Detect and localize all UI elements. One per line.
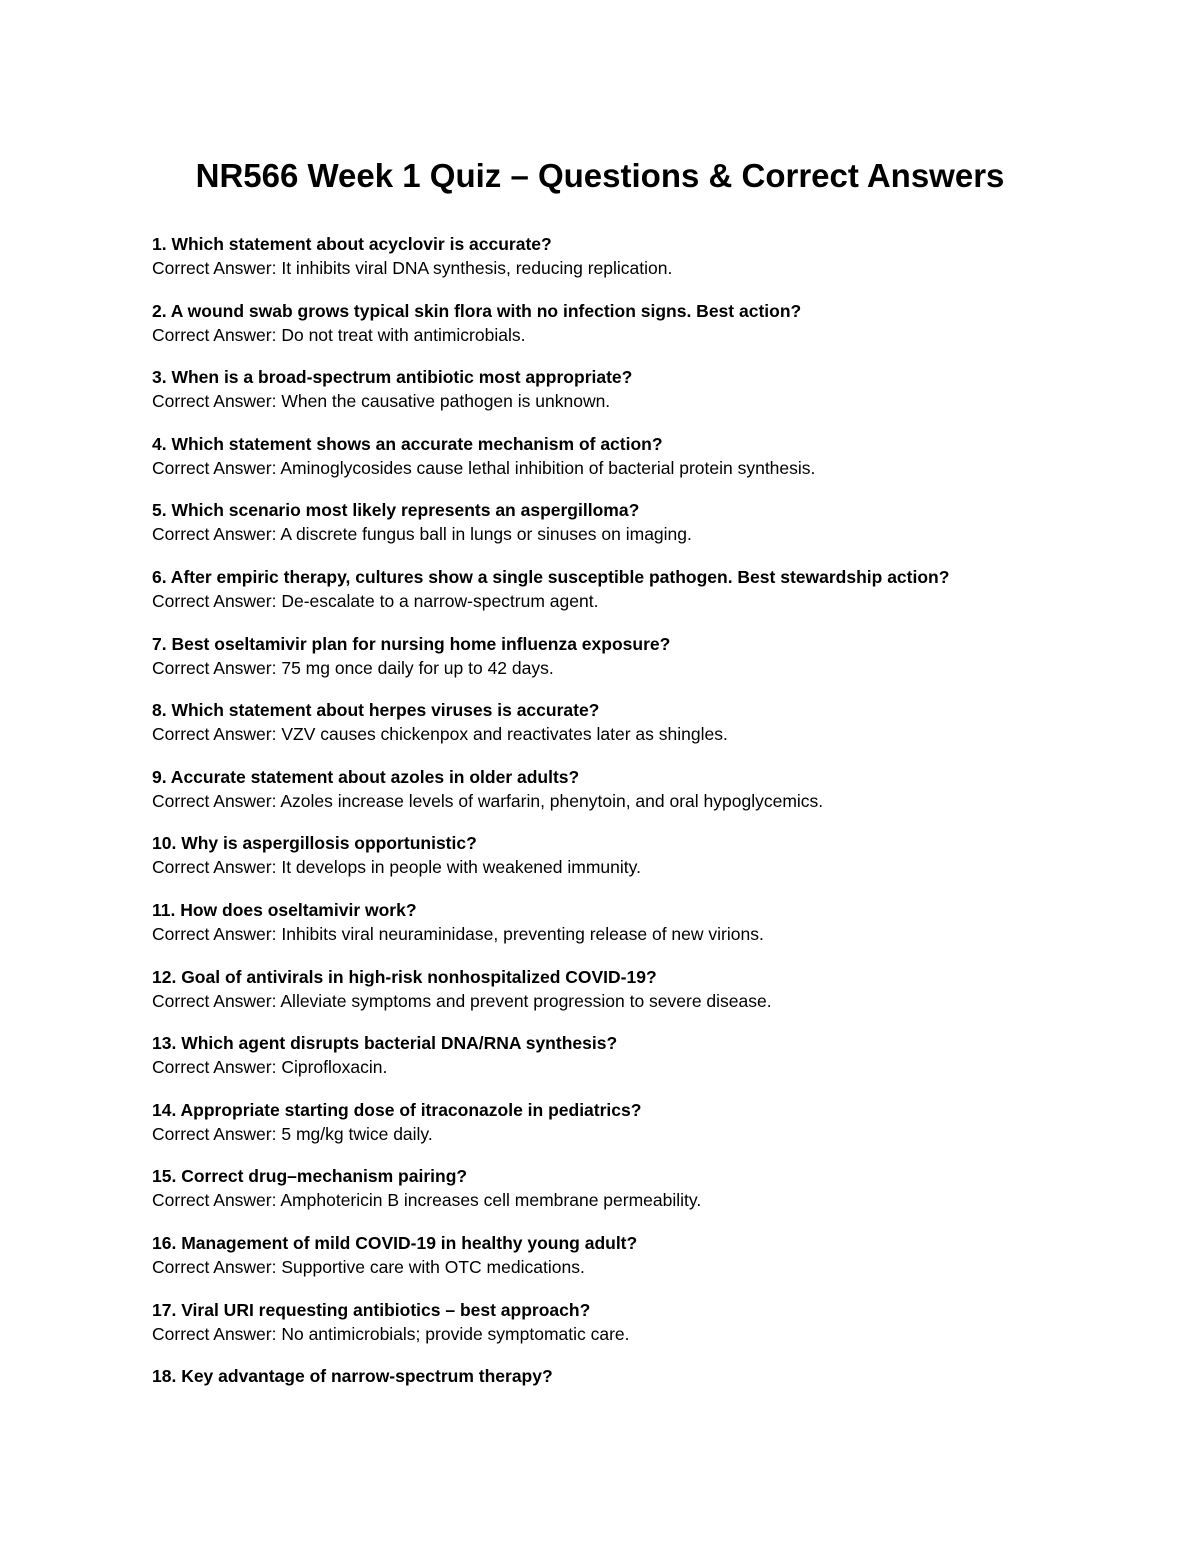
question-text: 12. Goal of antivirals in high-risk nonhospitalized COVID-19?	[152, 966, 657, 987]
question-text: 7. Best oseltamivir plan for nursing home influenza exposure?	[152, 633, 671, 654]
question-text: 18. Key advantage of narrow-spectrum therapy?	[152, 1366, 553, 1387]
answer-text: Correct Answer: A discrete fungus ball in lungs or sinuses on imaging.	[152, 524, 692, 545]
answer-text: Correct Answer: Do not treat with antimicrobials.	[152, 324, 526, 345]
answer-text: Correct Answer: No antimicrobials; provide symptomatic care.	[152, 1323, 630, 1344]
question-text: 15. Correct drug–mechanism pairing?	[152, 1166, 468, 1187]
list-item	[152, 1098, 1152, 1165]
question-text: 14. Appropriate starting dose of itraconazole in pediatrics?	[152, 1099, 642, 1120]
answer-text: Correct Answer: 75 mg once daily for up to 42 days.	[152, 657, 554, 678]
answer-text: Correct Answer: It develops in people with weakened immunity.	[152, 857, 641, 878]
question-text: 1. Which statement about acyclovir is accurate?	[152, 234, 552, 254]
answer-text: Correct Answer: De-escalate to a narrow-spectrum agent.	[152, 590, 599, 611]
list-item	[152, 432, 1152, 499]
question-text: 8. Which statement about herpes viruses is accurate?	[152, 700, 600, 721]
question-text: 13. Which agent disrupts bacterial DNA/RNA synthesis?	[152, 1033, 618, 1054]
answer-text: Correct Answer: Azoles increase levels of warfarin, phenytoin, and oral hypoglycemics.	[152, 790, 824, 811]
list-item	[152, 1364, 1152, 1431]
question-list	[152, 232, 1152, 1431]
list-item	[152, 831, 1152, 898]
document-title: NR566 Week 1 Quiz – Questions & Correct Answers	[195, 157, 1005, 194]
question-text: 6. After empiric therapy, cultures show a single susceptible pathogen. Best stewardship action?	[152, 566, 950, 587]
question-text: 10. Why is aspergillosis opportunistic?	[152, 833, 477, 854]
question-text: 17. Viral URI requesting antibiotics – best approach?	[152, 1299, 591, 1320]
answer-text: Correct Answer: 5 mg/kg twice daily.	[152, 1123, 433, 1144]
list-item	[152, 232, 1152, 299]
list-item	[152, 765, 1152, 832]
question-text: 4. Which statement shows an accurate mechanism of action?	[152, 433, 663, 454]
list-item	[152, 1231, 1152, 1298]
answer-text: Correct Answer: Aminoglycosides cause lethal inhibition of bacterial protein synthesis.	[152, 457, 816, 478]
answer-text: Correct Answer: It inhibits viral DNA synthesis, reducing replication.	[152, 258, 673, 278]
list-item	[152, 365, 1152, 432]
answer-text: Correct Answer: Alleviate symptoms and prevent progression to severe disease.	[152, 990, 772, 1011]
answer-text: Correct Answer: Ciprofloxacin.	[152, 1057, 388, 1078]
list-item	[152, 565, 1152, 632]
list-item	[152, 632, 1152, 699]
answer-text: Correct Answer: Supportive care with OTC medications.	[152, 1256, 585, 1277]
answer-text: Correct Answer: Amphotericin B increases cell membrane permeability.	[152, 1190, 702, 1211]
question-text: 2. A wound swab grows typical skin flora with no infection signs. Best action?	[152, 300, 802, 321]
list-item	[152, 1031, 1152, 1098]
list-item	[152, 898, 1152, 965]
question-text: 11. How does oseltamivir work?	[152, 899, 417, 920]
list-item	[152, 299, 1152, 366]
question-text: 9. Accurate statement about azoles in older adults?	[152, 766, 580, 787]
answer-text: Correct Answer: Inhibits viral neuraminidase, preventing release of new virions.	[152, 923, 764, 944]
list-item	[152, 498, 1152, 565]
list-item	[152, 965, 1152, 1032]
list-item	[152, 1164, 1152, 1231]
list-item	[152, 1298, 1152, 1365]
answer-text: Correct Answer: VZV causes chickenpox and reactivates later as shingles.	[152, 724, 728, 745]
list-item	[152, 698, 1152, 765]
question-text: 5. Which scenario most likely represents an aspergilloma?	[152, 500, 640, 521]
question-text: 16. Management of mild COVID-19 in healthy young adult?	[152, 1232, 638, 1253]
answer-text: Correct Answer: When the causative pathogen is unknown.	[152, 391, 611, 412]
question-text: 3. When is a broad-spectrum antibiotic most appropriate?	[152, 367, 633, 388]
